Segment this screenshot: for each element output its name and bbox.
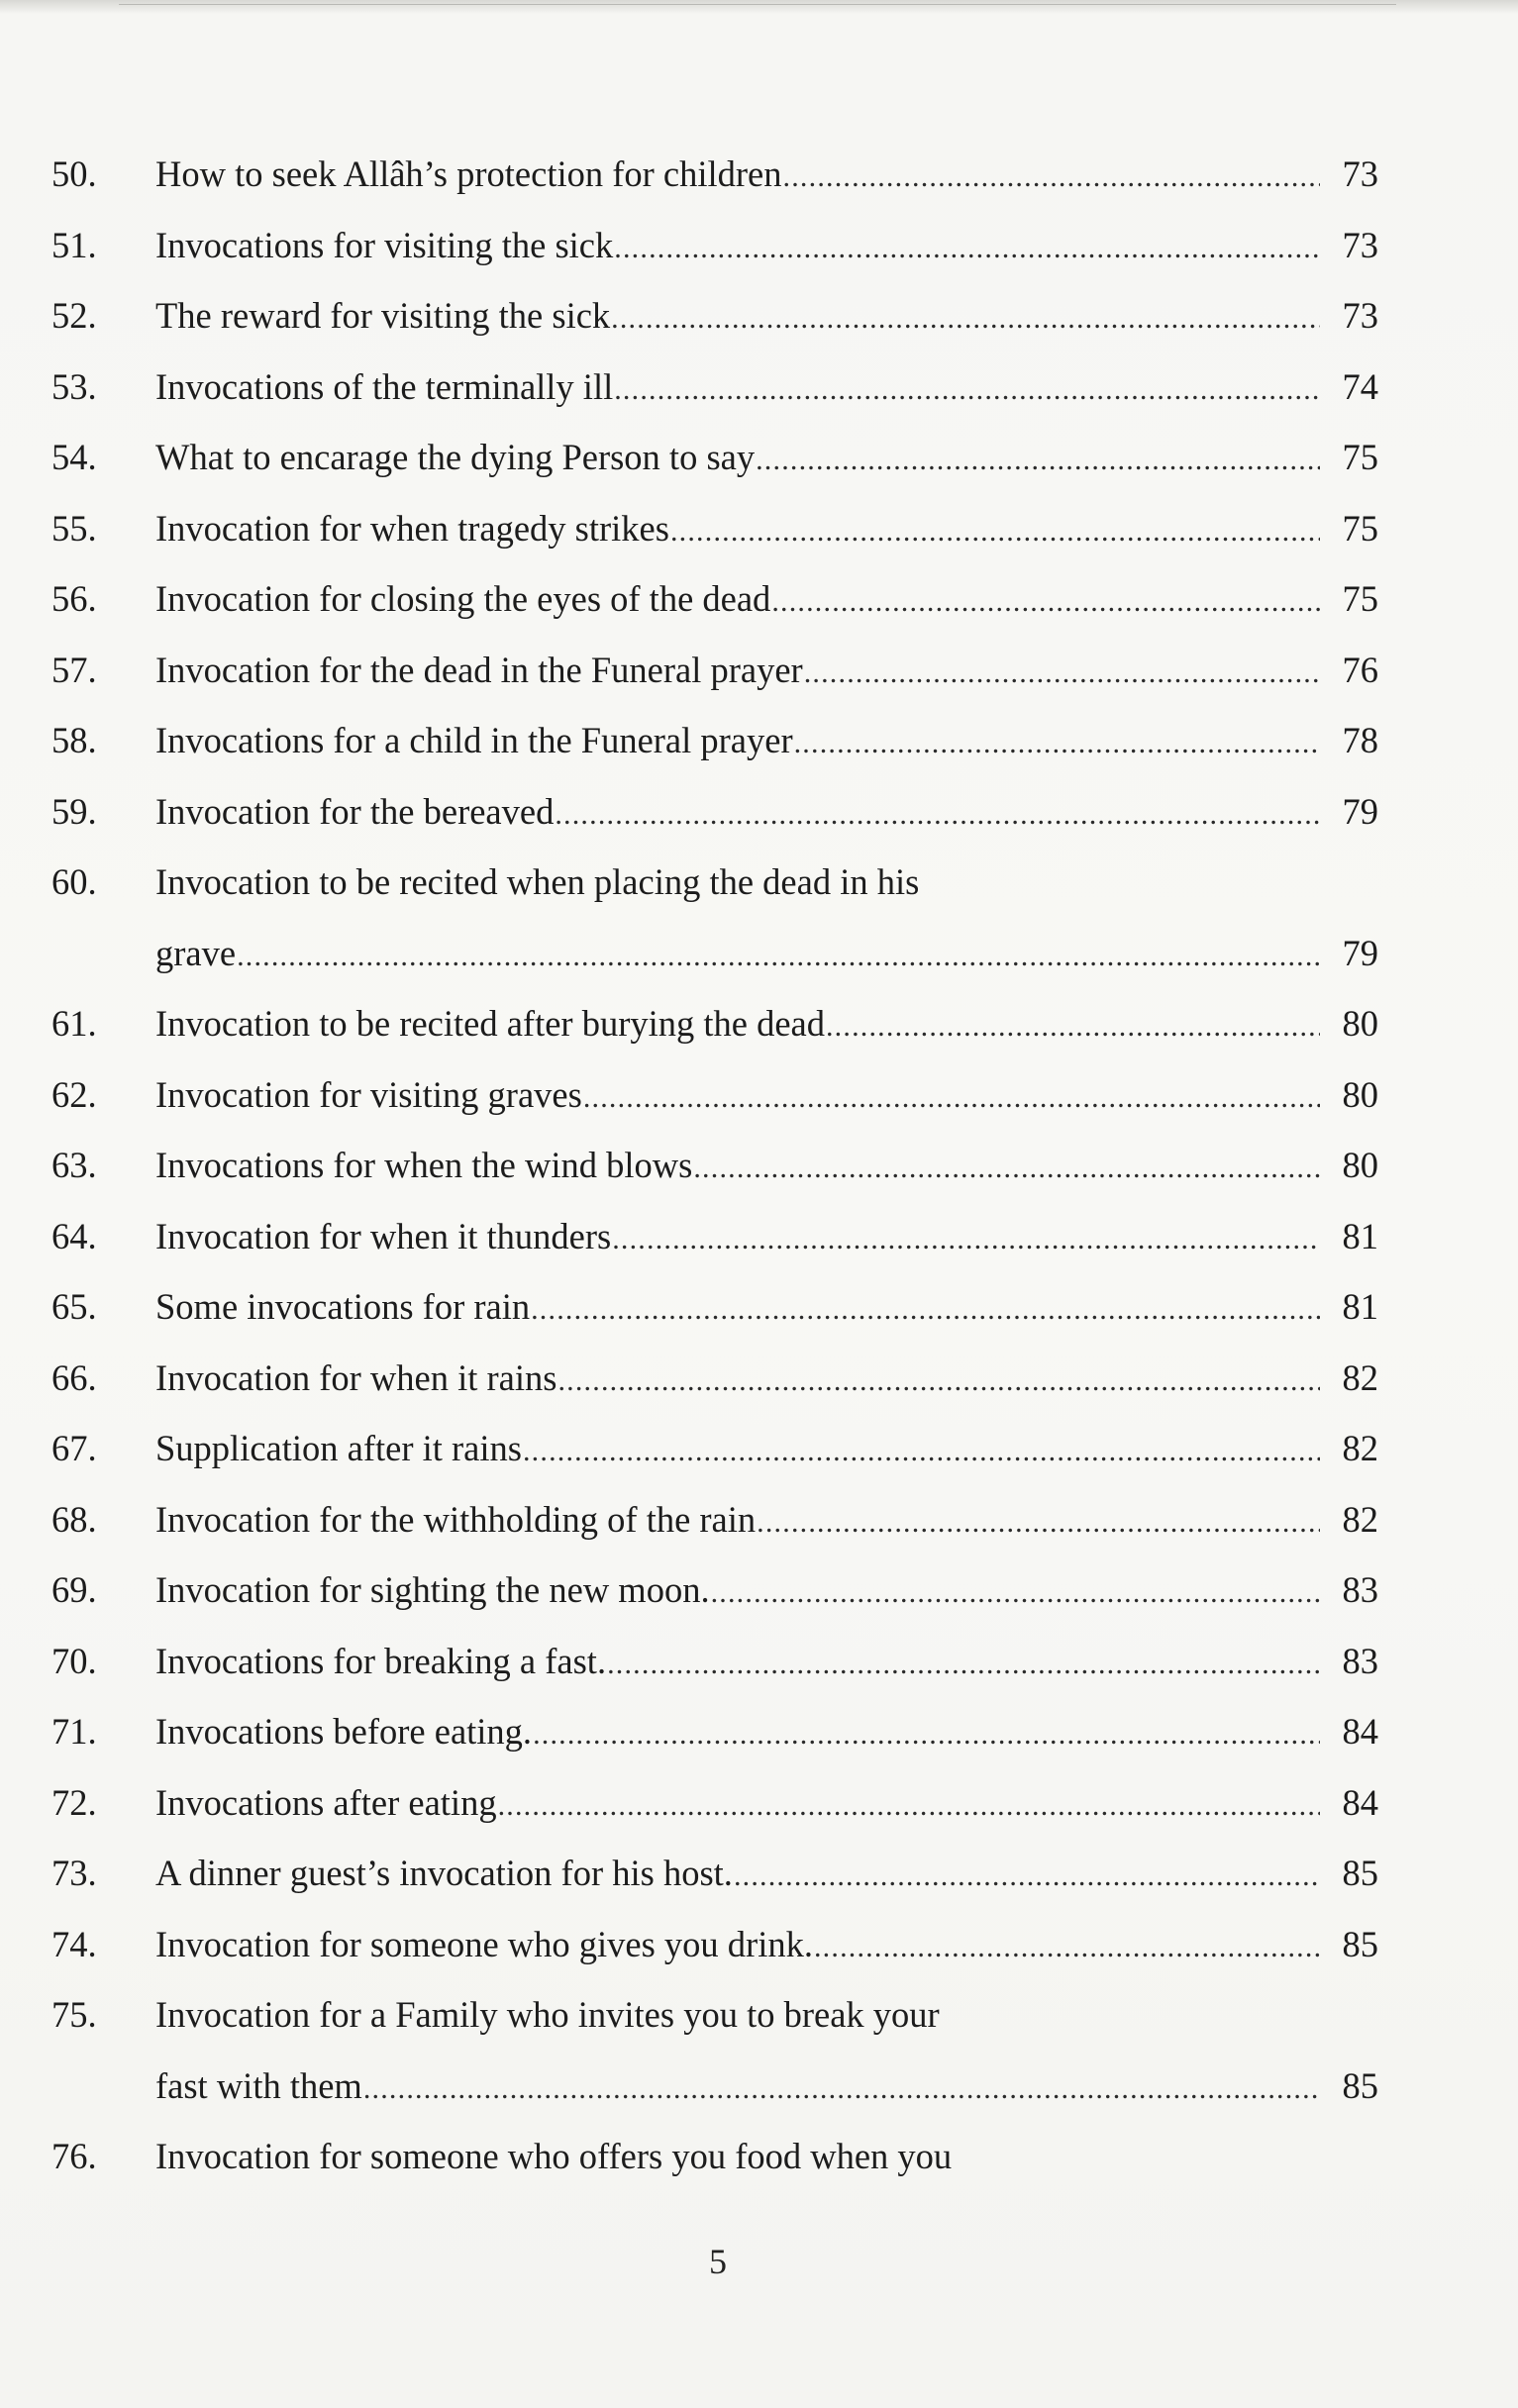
toc-entry [51, 351, 1378, 423]
toc-entry [51, 2121, 1378, 2192]
dot-leader [693, 1133, 1320, 1204]
toc-entry [51, 422, 1378, 493]
toc-entry [51, 1626, 1378, 1697]
toc-entry [51, 1696, 1378, 1767]
dot-leader [607, 1629, 1320, 1700]
toc-entry-body [155, 351, 1378, 423]
toc-entry-title: fast with them [155, 2064, 362, 2106]
dot-leader [611, 283, 1320, 354]
toc-entry [51, 139, 1378, 210]
toc-entry [51, 1555, 1378, 1626]
dot-leader [783, 142, 1320, 213]
toc-entry-body [155, 1413, 1378, 1484]
toc-entry-page-number: 82 [1342, 1356, 1378, 1398]
toc-entry-number: 58. [51, 720, 97, 760]
toc-entry-page-number: 82 [1342, 1498, 1378, 1540]
toc-entry-title: Invocation for a Family who invites you to break your [155, 1994, 940, 2035]
toc-entry [51, 1343, 1378, 1414]
toc-entry [51, 847, 1378, 988]
toc-entry-body [155, 1626, 1378, 1697]
toc-entry-number: 67. [51, 1428, 97, 1468]
toc-entry [51, 1767, 1378, 1839]
dot-leader [734, 1841, 1320, 1912]
toc-entry-body [155, 1838, 1378, 1909]
dot-leader [557, 1346, 1320, 1417]
toc-entry-line [155, 1059, 1378, 1131]
toc-entry-body [155, 1059, 1378, 1131]
toc-entry-title: Invocation for someone who offers you food when you [155, 2136, 953, 2176]
toc-entry-body [155, 1555, 1378, 1626]
dot-leader [523, 1416, 1320, 1487]
page-top-edge [119, 4, 1396, 5]
toc-entry-number: 51. [51, 224, 97, 265]
toc-entry-line [155, 1979, 1378, 2051]
dot-leader [498, 1770, 1320, 1842]
toc-entry [51, 1484, 1378, 1555]
dot-leader [757, 1487, 1320, 1558]
toc-entry-title: Invocation for when tragedy strikes [155, 507, 669, 549]
toc-entry-line [155, 1271, 1378, 1343]
toc-entry-title: A dinner guest’s invocation for his host. [155, 1853, 733, 1893]
toc-entry [51, 1271, 1378, 1343]
toc-entry-number: 66. [51, 1356, 97, 1398]
toc-entry [51, 1979, 1378, 2121]
toc-entry-body [155, 139, 1378, 210]
toc-entry-body [155, 1271, 1378, 1343]
dot-leader [614, 354, 1320, 426]
toc-entry-title: Invocation for closing the eyes of the dead [155, 578, 771, 619]
page-number: 5 [709, 2242, 727, 2281]
toc-entry-page-number: 80 [1342, 1073, 1378, 1115]
toc-entry-body [155, 280, 1378, 351]
dot-leader [826, 991, 1320, 1062]
toc-entry-number: 59. [51, 790, 97, 832]
toc-entry-line [155, 1626, 1378, 1697]
toc-entry-page-number: 85 [1342, 2064, 1378, 2106]
dot-leader [814, 1912, 1320, 1983]
toc-entry [51, 1838, 1378, 1909]
toc-entry-page-number: 85 [1342, 1923, 1378, 1964]
toc-entry-body [155, 210, 1378, 281]
toc-entry-body [155, 1130, 1378, 1201]
toc-entry-body [155, 1201, 1378, 1272]
toc-entry-line [155, 1696, 1378, 1767]
toc-entry-line [155, 139, 1378, 210]
toc-entry-line [155, 1201, 1378, 1272]
toc-entry-line [155, 988, 1378, 1059]
page-top-shadow [0, 0, 1518, 14]
toc-entry-title: Invocations for a child in the Funeral prayer [155, 720, 793, 760]
toc-entry-title: grave [155, 932, 237, 973]
toc-entry-body [155, 2121, 1378, 2192]
toc-entry-title: Invocations after eating [155, 1781, 497, 1823]
toc-entry-page-number: 75 [1342, 507, 1378, 549]
toc-entry-title: How to seek Allâh’s protection for children [155, 153, 782, 194]
toc-entry-body [155, 988, 1378, 1059]
toc-entry-number: 73. [51, 1853, 97, 1893]
toc-entry-title: Some invocations for rain [155, 1286, 531, 1327]
toc-entry-page-number: 78 [1342, 720, 1378, 760]
toc-entry-line [155, 1909, 1378, 1980]
toc-entry-line [155, 1484, 1378, 1555]
toc-entry-page-number: 79 [1342, 932, 1378, 973]
toc-entry-number: 75. [51, 1994, 97, 2035]
toc-entry-page-number: 84 [1342, 1711, 1378, 1752]
toc-entry-number: 60. [51, 861, 97, 902]
toc-entry-line [155, 635, 1378, 706]
toc-entry-page-number: 73 [1342, 153, 1378, 194]
toc-entry-line [155, 280, 1378, 351]
toc-entry-line [155, 2121, 1378, 2192]
toc-entry-number: 56. [51, 578, 97, 619]
toc-entry-number: 62. [51, 1073, 97, 1115]
toc-entry-page-number: 83 [1342, 1640, 1378, 1681]
dot-leader [555, 779, 1320, 851]
toc-entry-line [155, 422, 1378, 493]
toc-entry [51, 776, 1378, 848]
toc-entry-line [155, 1838, 1378, 1909]
toc-entry-number: 50. [51, 153, 97, 194]
dot-leader [670, 496, 1320, 567]
toc-entry-line [155, 705, 1378, 776]
toc-entry [51, 705, 1378, 776]
toc-entry-title: Invocation to be recited after burying the dead [155, 1003, 825, 1044]
toc-entry-line [155, 2051, 1378, 2122]
toc-entry-title: Invocation for when it rains [155, 1356, 557, 1398]
toc-entry-line [155, 493, 1378, 564]
toc-entry-title: Invocation to be recited when placing the dead in his [155, 861, 920, 902]
toc-entry-title: Invocations of the terminally ill [155, 365, 614, 407]
toc-entry-title: Invocation for when it thunders [155, 1215, 612, 1256]
dot-leader [363, 2054, 1320, 2125]
toc-entry-page-number: 74 [1342, 365, 1378, 407]
toc-entry-title: Supplication after it rains [155, 1428, 522, 1468]
toc-entry-body [155, 1767, 1378, 1839]
toc-entry-number: 53. [51, 365, 97, 407]
toc-entry-number: 74. [51, 1923, 97, 1964]
toc-entry-page-number: 83 [1342, 1569, 1378, 1610]
toc-entry-page-number: 76 [1342, 649, 1378, 690]
toc-entry [51, 635, 1378, 706]
toc-entry-page-number: 81 [1342, 1286, 1378, 1327]
toc-entry-page-number: 81 [1342, 1215, 1378, 1256]
toc-entry-line [155, 210, 1378, 281]
toc-entry-number: 61. [51, 1003, 97, 1044]
toc-entry-title: Invocation for the dead in the Funeral prayer [155, 649, 803, 690]
toc-entry-title: Invocations for breaking a fast. [155, 1640, 607, 1681]
toc-entry-number: 52. [51, 295, 97, 336]
toc-entry-body [155, 1696, 1378, 1767]
toc-entry-line [155, 918, 1378, 989]
dot-leader [771, 566, 1320, 638]
toc-entry-line [155, 351, 1378, 423]
toc-entry-line [155, 1767, 1378, 1839]
toc-entry-line [155, 847, 1378, 918]
toc-entry-page-number: 79 [1342, 790, 1378, 832]
toc-entry-body [155, 1343, 1378, 1414]
toc-entry-body [155, 493, 1378, 564]
toc-entry-line [155, 563, 1378, 635]
toc-entry-number: 55. [51, 507, 97, 549]
toc-entry-body [155, 705, 1378, 776]
toc-entry-number: 57. [51, 649, 97, 690]
toc-entry-body [155, 422, 1378, 493]
toc-entry-number: 71. [51, 1711, 97, 1752]
toc-entry-line [155, 1413, 1378, 1484]
toc-entry-page-number: 80 [1342, 1003, 1378, 1044]
toc-entry-title: The reward for visiting the sick [155, 295, 611, 336]
toc-entry [51, 1201, 1378, 1272]
dot-leader [794, 708, 1320, 779]
dot-leader [237, 921, 1320, 992]
toc-entry-line [155, 1130, 1378, 1201]
toc-entry [51, 1909, 1378, 1980]
toc-entry [51, 988, 1378, 1059]
toc-entry [51, 210, 1378, 281]
toc-entry-line [155, 776, 1378, 848]
dot-leader [804, 638, 1320, 709]
toc-entry-number: 54. [51, 437, 97, 477]
dot-leader [583, 1062, 1320, 1134]
toc-entry-number: 65. [51, 1286, 97, 1327]
dot-leader [756, 425, 1320, 496]
toc-entry-number: 70. [51, 1640, 97, 1681]
toc-entry-number: 76. [51, 2136, 97, 2176]
toc-entry-body [155, 1909, 1378, 1980]
toc-entry-title: Invocation for sighting the new moon. [155, 1569, 710, 1610]
dot-leader [612, 1204, 1320, 1275]
dot-leader [711, 1557, 1320, 1629]
toc-entry-number: 63. [51, 1145, 97, 1185]
toc-entry-page-number: 85 [1342, 1853, 1378, 1893]
toc-entry-title: Invocation for the bereaved [155, 790, 555, 832]
toc-entry-line [155, 1343, 1378, 1414]
toc-entry-number: 68. [51, 1498, 97, 1540]
toc-entry [51, 280, 1378, 351]
toc-entry-body [155, 1979, 1378, 2121]
toc-entry [51, 563, 1378, 635]
toc-entry [51, 1059, 1378, 1131]
dot-leader [614, 213, 1320, 284]
toc-entry-title: Invocation for someone who gives you drink. [155, 1923, 813, 1964]
toc-entry-page-number: 84 [1342, 1781, 1378, 1823]
toc-entry-page-number: 73 [1342, 224, 1378, 265]
dot-leader [531, 1274, 1320, 1346]
toc-entry-line [155, 1555, 1378, 1626]
toc-entry-number: 69. [51, 1569, 97, 1610]
toc-entry-page-number: 80 [1342, 1145, 1378, 1185]
toc-entry-body [155, 635, 1378, 706]
toc-entry [51, 493, 1378, 564]
toc-entry-title: Invocation for visiting graves [155, 1073, 582, 1115]
toc-entry-body [155, 776, 1378, 848]
toc-entry-page-number: 73 [1342, 295, 1378, 336]
toc-entry-title: Invocations for visiting the sick [155, 224, 614, 265]
table-of-contents [51, 139, 1378, 2192]
toc-entry-title: What to encarage the dying Person to say [155, 437, 756, 477]
toc-entry-number: 72. [51, 1781, 97, 1823]
toc-entry-title: Invocations before eating. [155, 1711, 533, 1752]
toc-entry-body [155, 1484, 1378, 1555]
toc-entry-page-number: 75 [1342, 578, 1378, 619]
toc-entry-number: 64. [51, 1215, 97, 1256]
toc-entry-body [155, 847, 1378, 988]
toc-entry-title: Invocations for when the wind blows [155, 1145, 693, 1185]
toc-entry-page-number: 75 [1342, 437, 1378, 477]
toc-entry [51, 1413, 1378, 1484]
toc-entry-body [155, 563, 1378, 635]
toc-entry-page-number: 82 [1342, 1428, 1378, 1468]
toc-entry [51, 1130, 1378, 1201]
dot-leader [533, 1699, 1320, 1770]
toc-entry-title: Invocation for the withholding of the rain [155, 1498, 757, 1540]
